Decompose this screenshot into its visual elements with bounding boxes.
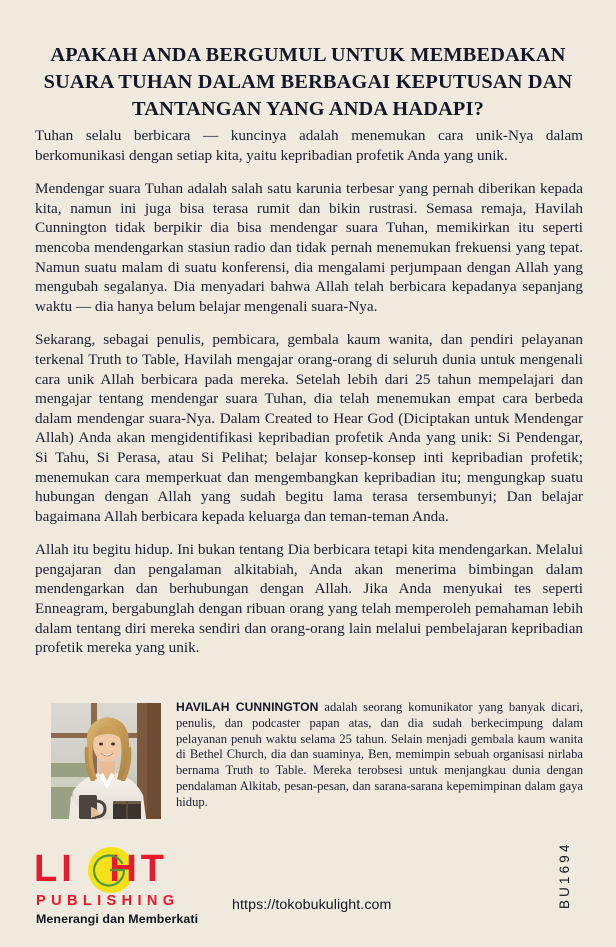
- side-code: BU1694: [557, 841, 572, 909]
- publisher-logo: [34, 846, 209, 924]
- logo-wordmark: [34, 846, 194, 890]
- paragraph-3: Sekarang, sebagai penulis, pembicara, gembala kaum wanita, dan pendiri pelayanan terkenal Truth to Table, Havilah mengajar orang-orang di seluruh dunia untuk mengenali cara unik Allah berbicara pada mereka. Setelah lebih dari 25 tahun mempelajari dan mengajar tentang mendengar suara Tuhan, dia telah menemukan empat cara berbeda dalam mendengar suara-Nya. Dalam Created to Hear God (Diciptakan untuk Mendengar Allah) Anda akan mengidentifikasi kepribadian profetik Anda yang unik: Si Pendengar, Si Tahu, Si Perasa, atau Si Pelihat; belajar konsep-konsep inti kepribadian profetik; menemukan cara memperkuat dan mengembangkan kepribadian itu; mengungkap suatu hubungan dengan Allah yang sudah begitu lama terasa tersembunyi; Dan belajar bagaimana Allah berbicara kepada keluarga dan teman-teman Anda.: [35, 331, 583, 525]
- paragraph-4: Allah itu begitu hidup. Ini bukan tentang Dia berbicara tetapi kita mendengarkan. Melalui pengajaran dan pengalaman alkitabiah, Anda akan menerima bimbingan dalam mendengarkan dan berhubungan dengan Allah. Jika Anda menyukai tes seperti Enneagram, bergabunglah dengan ribuan orang yang telah memperoleh pemahaman lebih dalam tentang diri mereka sendiri dan orang-orang lain melalui pembelajaran kepribadian profetik mereka yang unik.: [35, 541, 583, 657]
- paragraph-1: Tuhan selalu berbicara — kuncinya adalah menemukan cara unik-Nya dalam berkomunikasi dengan setiap kita, yaitu kepribadian profetik Anda yang unik.: [35, 127, 583, 164]
- paragraph-2: Mendengar suara Tuhan adalah salah satu karunia terbesar yang pernah diberikan kepada kita, namun ini juga bisa terasa rumit dan bikin rustrasi. Semasa remaja, Havilah Cunnington tidak berpikir dia bisa mendengar suara Tuhan, memikirkan itu seperti mencoba mendengarkan stasiun radio dan tidak pernah menemukan frekuensi yang tepat. Namun suatu malam di suatu konferensi, dia mengalami perjumpaan dengan Allah yang mengubah segalanya. Dia menyadari bahwa Allah telah berbicara kepadanya sepanjang waktu — dia hanya belum belajar mengenali suara-Nya.: [35, 180, 583, 315]
- author-block: [35, 700, 583, 811]
- author-photo: [51, 703, 161, 819]
- website-url[interactable]: https://tokobukulight.com: [232, 897, 392, 913]
- logo-subtitle: PUBLISHING: [36, 893, 180, 909]
- author-bio: [176, 700, 583, 811]
- author-name: HAVILAH CUNNINGTON: [176, 700, 319, 714]
- logo-tagline: Menerangi dan Memberkati: [36, 912, 199, 926]
- logo-letters-part2: HT: [109, 848, 168, 890]
- author-bio-text: adalah seorang komunikator yang banyak dicari, penulis, dan podcaster papan atas, dan dia sudah berkecimpung dalam pelayanan penuh waktu selama 25 tahun. Selain menjadi gembala kaum wanita di Bethel Church, dia dan suaminya, Ben, memimpin sebuah organisasi nirlaba bernama Truth to Table. Mereka terobsesi untuk menjangkau dunia dengan pendalaman Alkitab, pesan-pesan, dan sarana-sarana kepemimpinan dalam gaya hidup.: [176, 700, 583, 809]
- body-copy: [35, 126, 583, 658]
- logo-g-arc-icon: [91, 852, 127, 888]
- logo-letters-part1: LI: [34, 848, 76, 890]
- page-title: APAKAH ANDA BERGUMUL UNTUK MEMBEDAKAN SUARA TUHAN DALAM BERBAGAI KEPUTUSAN DAN TANTANGAN YANG ANDA HADAPI?: [43, 44, 573, 120]
